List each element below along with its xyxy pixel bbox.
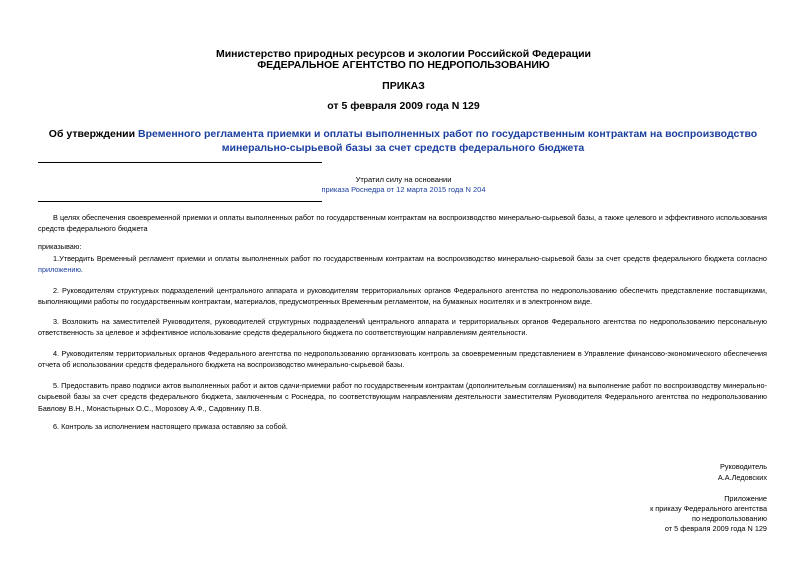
bottom-divider (38, 201, 322, 202)
document-type: ПРИКАЗ (382, 80, 425, 92)
agency-name: ФЕДЕРАЛЬНОЕ АГЕНТСТВО ПО НЕДРОПОЛЬЗОВАНИЮ (257, 59, 550, 71)
lost-force-link[interactable]: приказа Роснедра от 12 марта 2015 года N 204 (321, 185, 486, 194)
paragraph-1 (38, 253, 767, 276)
intro-paragraph: В целях обеспечения своевременной приемки и оплаты выполненных работ по государственным контрактам на воспроизводство минерально-сырьевой базы, а также целевого и эффективного использования средств федерального бюджета (38, 213, 767, 234)
document-title (28, 127, 778, 155)
title-link[interactable]: Временного регламента приемки и оплаты выполненных работ по государственным контрактам на воспроизводство минерально-сырьевой базы за счет средств федерального бюджета (138, 128, 758, 154)
appendix-line-4: от 5 февраля 2009 года N 129 (664, 524, 767, 533)
signature-name: А.А.Ледовских (717, 473, 767, 482)
appendix-link[interactable]: приложению (38, 265, 81, 275)
document-date-number: от 5 февраля 2009 года N 129 (327, 100, 480, 112)
paragraph-4: 4. Руководителям территориальных органов Федерального агентства по недропользованию организовать контроль за своевременным представлением в Управление финансово-экономического обеспечения отчета об использовании средств федерального бюджета на воспроизводство минерально-сырьевой базы. (38, 349, 767, 370)
paragraph-5: 5. Предоставить право подписи актов выполненных работ и актов сдачи-приемки работ по государственным контрактам (дополнительным соглашениям) на выполнение работ по воспроизводству минерально-сырьевой базы за счет средств федерального бюджета, заключенным с Роснедра, по соответствующим направлениям деятельности заместителям Руководителя Федерального агентства по недропользованию Бавлову В.Н., Монастырных О.С., Морозову А.Ф., Садовнику П.В. (38, 381, 767, 413)
paragraph-3: 3. Возложить на заместителей Руководителя, руководителей структурных подразделений центрального аппарата и территориальных органов Федерального агентства по недропользованию персональную ответственность за целевое и эффективное использование средств федерального бюджета по соответствующим направлениям деятельности. (38, 317, 767, 338)
paragraph-2: 2. Руководителям структурных подразделений центрального аппарата и руководителям территориальных органов Федерального агентства по недропользованию обеспечить представление поставщиками, выполняющими работы по государственным контрактам, материалов, предусмотренных Временным регламентом, на бумажных носителях и в электронном виде. (38, 286, 767, 307)
paragraph-1-end: . (80, 265, 83, 275)
lost-force-note: Утратил силу на основании (355, 175, 452, 184)
appendix-line-2: к приказу Федерального агентства (650, 504, 767, 513)
appendix-line-1: Приложение (724, 494, 767, 503)
paragraph-1-text: 1.Утвердить Временный регламент приемки и оплаты выполненных работ по государственным контрактам на воспроизводство минерально-сырьевой базы за счет средств федерального бюджета согласно (53, 254, 767, 263)
appendix-line-3: по недропользованию (692, 514, 767, 523)
signature-role: Руководитель (719, 462, 767, 471)
paragraph-6: 6. Контроль за исполнением настоящего приказа оставляю за собой. (53, 422, 288, 431)
title-prefix: Об утверждении (48, 128, 139, 140)
top-divider (38, 162, 322, 163)
order-word: приказываю: (38, 242, 82, 251)
ministry-name: Министерство природных ресурсов и экологии Российской Федерации (215, 48, 592, 60)
